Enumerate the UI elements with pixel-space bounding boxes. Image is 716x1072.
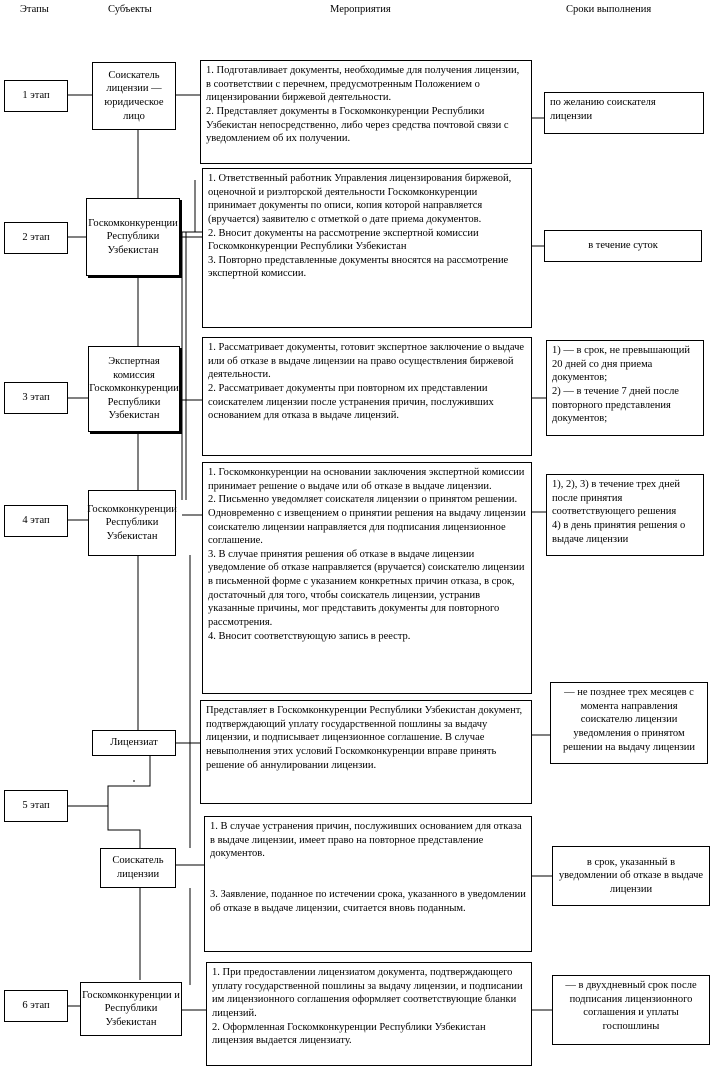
subject-goskomkonkurentsii-stage4: Госкомконкуренции Республики Узбекистан — [88, 490, 176, 556]
subject-goskomkonkurentsii-stage2: Госкомконкуренции Республики Узбекистан — [86, 198, 180, 276]
actions-stage-5-applicant: 1. В случае устранения причин, послуживших основанием для отказа в выдаче лицензии, имеет право на повторное представление документов. 3. Заявление, поданное по истечении срока, указанного в уведомлении об отказе в выдаче лицензии, считается вновь поданным. — [204, 816, 532, 952]
header-stages: Этапы — [20, 4, 49, 15]
deadline-stage-6: — в двухдневный срок после подписания лицензионного соглашения и уплаты госпошлины — [552, 975, 710, 1045]
subject-expert-commission: Экспертная комиссия Госкомконкуренции Республики Узбекистан — [88, 346, 180, 432]
subject-applicant-legal-entity: Соискатель лицензии — юридическое лицо — [92, 62, 176, 130]
stage-5-box: 5 этап — [4, 790, 68, 822]
deadline-stage-2: в течение суток — [544, 230, 702, 262]
subject-applicant: Соискатель лицензии — [100, 848, 176, 888]
stage-4-box: 4 этап — [4, 505, 68, 537]
deadline-stage-5-licensee: — не позднее трех месяцев с момента направления соискателю лицензии уведомления о принятом решении на выдачу лицензии — [550, 682, 708, 764]
actions-stage-4: 1. Госкомконкуренции на основании заключения экспертной комиссии принимает решение о выдаче или об отказе в выдаче лицензии. 2. Письменно уведомляет соискателя лицензии о принятом решении. Одновременно с извещением о принятии решения на выдачу лицензии соискателю лицензии направляется для подписания лицензионное соглашение. 3. В случае принятия решения об отказе в выдаче лицензии уведомление об отказе направляется (вручается) соискателю лицензии в письменной форме с указанием конкретных причин отказа, в срок, достаточный для того, чтобы соискатель лицензии, устранив указанные причины, мог представить документы для повторного рассмотрения. 4. Вносит соответствующую запись в реестр. — [202, 462, 532, 694]
actions-stage-6: 1. При предоставлении лицензиатом документа, подтверждающего уплату государственной пошлины за выдачу лицензии, и подписании им лицензионного соглашения оформляет соответствующие бланки лицензий. 2. Оформленная Госкомконкуренции Республики Узбекистан лицензия выдается лицензиату. — [206, 962, 532, 1066]
stage-2-box: 2 этап — [4, 222, 68, 254]
deadline-stage-1: по желанию соискателя лицензии — [544, 92, 704, 134]
actions-stage-1: 1. Подготавливает документы, необходимые для получения лицензии, в соответствии с перечнем, предусмотренным Положением о лицензировании биржевой деятельности. 2. Представляет документы в Госкомконкуренции Республики Узбекистан непосредственно, либо через средства почтовой связи с уведомлением об их получении. — [200, 60, 532, 164]
stage-3-box: 3 этап — [4, 382, 68, 414]
subject-goskomkonkurentsii-stage6: Госкомконкуренции и Республики Узбекистан — [80, 982, 182, 1036]
header-deadlines: Сроки выполнения — [566, 4, 652, 15]
stage-1-box: 1 этап — [4, 80, 68, 112]
header-subjects: Субъекты — [108, 4, 152, 15]
deadline-stage-5-applicant: в срок, указанный в уведомлении об отказе в выдаче лицензии — [552, 846, 710, 906]
header-actions: Мероприятия — [330, 4, 391, 15]
subject-licensee: Лицензиат — [92, 730, 176, 756]
deadline-stage-3: 1) — в срок, не превышающий 20 дней со дня приема документов; 2) — в течение 7 дней после повторного представления документов; — [546, 340, 704, 436]
stage-6-box: 6 этап — [4, 990, 68, 1022]
actions-stage-5-licensee: Представляет в Госкомконкуренции Республики Узбекистан документ, подтверждающий уплату государственной пошлины за выдачу лицензии, и подписывает лицензионное соглашение. В случае невыполнения этих условий Госкомконкуренции вправе принять решение об аннулировании лицензии. — [200, 700, 532, 804]
actions-stage-3: 1. Рассматривает документы, готовит экспертное заключение о выдаче или об отказе в выдаче лицензии на право осуществления биржевой деятельности. 2. Рассматривает документы при повторном их представлении соискателем лицензии после устранения причин, послуживших основанием для отказа в выдаче лицензий. — [202, 337, 532, 456]
actions-stage-2: 1. Ответственный работник Управления лицензирования биржевой, оценочной и риэлторской деятельности Госкомконкуренции принимает документы по описи, копия которой направляется (вручается) заявителю с отметкой о дате приема документов. 2. Вносит документы на рассмотрение экспертной комиссии Госкомконкуренции Республики Узбекистан 3. Повторно представленные документы вносятся на рассмотрение экспертной комиссии. — [202, 168, 532, 328]
deadline-stage-4: 1), 2), 3) в течение трех дней после принятия соответствующего решения 4) в день принятия решения о выдаче лицензии — [546, 474, 704, 556]
